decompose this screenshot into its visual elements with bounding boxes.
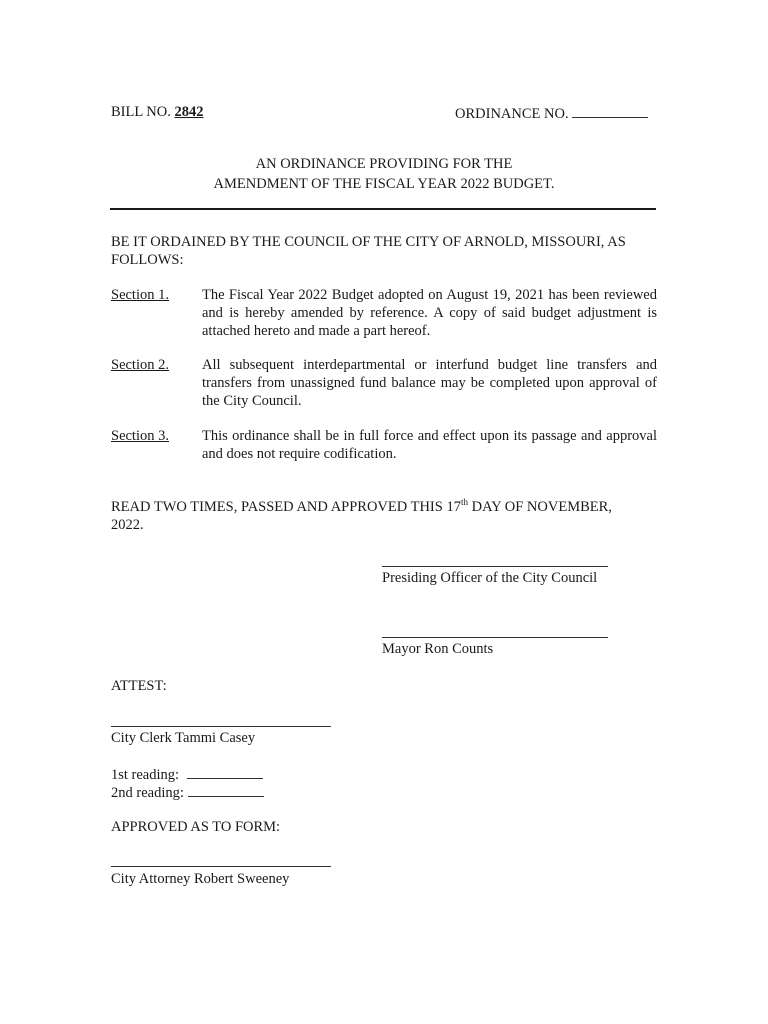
section-1-label: Section 1. bbox=[111, 287, 169, 303]
ordinance-number-line bbox=[455, 103, 648, 123]
section-1-text: The Fiscal Year 2022 Budget adopted on August 19, 2021 has been reviewed and is hereby amended by reference. A copy of said budget adjustment is attached hereto and made a part hereof. bbox=[202, 287, 657, 339]
bill-label: BILL NO. bbox=[111, 104, 171, 120]
passage-text-before: READ TWO TIMES, PASSED AND APPROVED THIS 17 bbox=[111, 499, 461, 515]
section-3-label: Section 3. bbox=[111, 428, 169, 444]
passage-line-1 bbox=[111, 498, 612, 516]
second-reading-label: 2nd reading: bbox=[111, 785, 184, 801]
section-2-label: Section 2. bbox=[111, 357, 169, 373]
city-clerk-label: City Clerk Tammi Casey bbox=[111, 730, 256, 746]
first-reading-blank bbox=[187, 764, 263, 779]
preamble-line-2: FOLLOWS: bbox=[111, 252, 184, 268]
city-attorney-label: City Attorney Robert Sweeney bbox=[111, 871, 290, 887]
first-reading-label: 1st reading: bbox=[111, 767, 180, 783]
city-clerk-signature-line bbox=[111, 726, 331, 727]
title-line-1: AN ORDINANCE PROVIDING FOR THE bbox=[255, 156, 513, 172]
bill-number-line bbox=[111, 103, 204, 121]
attest-label: ATTEST: bbox=[111, 678, 167, 694]
first-reading-line bbox=[111, 764, 263, 784]
passage-text-after: DAY OF NOVEMBER, bbox=[467, 499, 612, 515]
passage-superscript: th bbox=[460, 497, 468, 508]
presiding-officer-label: Presiding Officer of the City Council bbox=[382, 570, 598, 586]
passage-line-2: 2022. bbox=[111, 517, 144, 533]
bill-number: 2842 bbox=[174, 104, 204, 120]
city-attorney-signature-line bbox=[111, 866, 331, 867]
section-3-text: This ordinance shall be in full force and effect upon its passage and approval and does not require codification. bbox=[202, 428, 657, 462]
approved-as-to-form-label: APPROVED AS TO FORM: bbox=[111, 819, 281, 835]
section-2-text: All subsequent interdepartmental or interfund budget line transfers and transfers from unassigned fund balance may be completed upon approval of the City Council. bbox=[202, 357, 657, 409]
ordinance-label: ORDINANCE NO. bbox=[455, 106, 569, 122]
mayor-signature-line bbox=[382, 637, 608, 638]
preamble-line-1: BE IT ORDAINED BY THE COUNCIL OF THE CITY OF ARNOLD, MISSOURI, AS bbox=[111, 234, 626, 250]
mayor-label: Mayor Ron Counts bbox=[382, 641, 494, 657]
title-divider bbox=[110, 208, 656, 210]
second-reading-blank bbox=[188, 782, 264, 797]
second-reading-line bbox=[111, 782, 264, 802]
title-line-2: AMENDMENT OF THE FISCAL YEAR 2022 BUDGET. bbox=[213, 176, 555, 192]
presiding-officer-signature-line bbox=[382, 566, 608, 567]
ordinance-number-blank bbox=[572, 103, 648, 118]
